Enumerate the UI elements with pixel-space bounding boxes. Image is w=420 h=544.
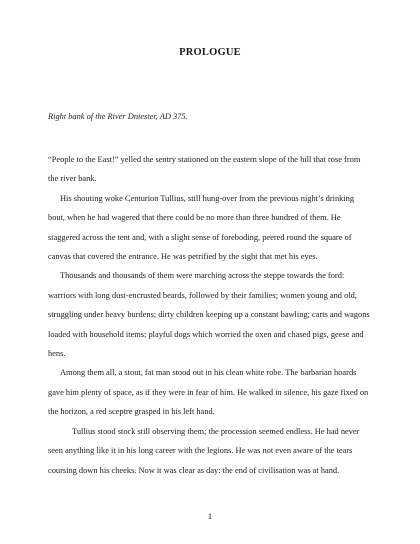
page-number: 1 — [207, 512, 213, 521]
paragraph: Thousands and thousands of them were marching across the steppe towards the ford: warriors with long dust-encrusted beards, followed by their families; women young and old, struggling under heavy burdens; dirty children keeping up a constant bawling; carts and wagons loaded with household items; playful dogs which worried the oxen and chased pigs, geese and hens. — [48, 271, 370, 359]
body-text — [48, 150, 372, 480]
chapter-title: PROLOGUE — [179, 47, 241, 58]
paragraph: Among them all, a stout, fat man stood out in his clean white robe. The barbarian hoards gave him plenty of space, as if they were in fear of him. He walked in silence, his gaze fixed on the horizon, a red sceptre grasped in his left hand. — [48, 368, 369, 417]
paragraph: Tullius stood stock still observing them; the procession seemed endless. He had never seen anything like it in his long career with the legions. He was not even aware of the tears coursing down his cheeks. Now it was clear as day: the end of civilisation was at hand. — [48, 426, 360, 475]
paragraph: His shouting woke Centurion Tullius, still hung-over from the previous night’s drinking bout, when he had wagered that there could be no more than three hundred of them. He staggered across the tent and, with a slight sense of foreboding, peered round the square of canvas that covered the entrance. He was petrified by the sight that met his eyes. — [48, 193, 355, 262]
dateline: Right bank of the River Dniester, AD 375. — [48, 112, 188, 121]
paragraph: “People to the East!” yelled the sentry stationed on the eastern slope of the hill that rose from the river bank. — [48, 155, 361, 184]
